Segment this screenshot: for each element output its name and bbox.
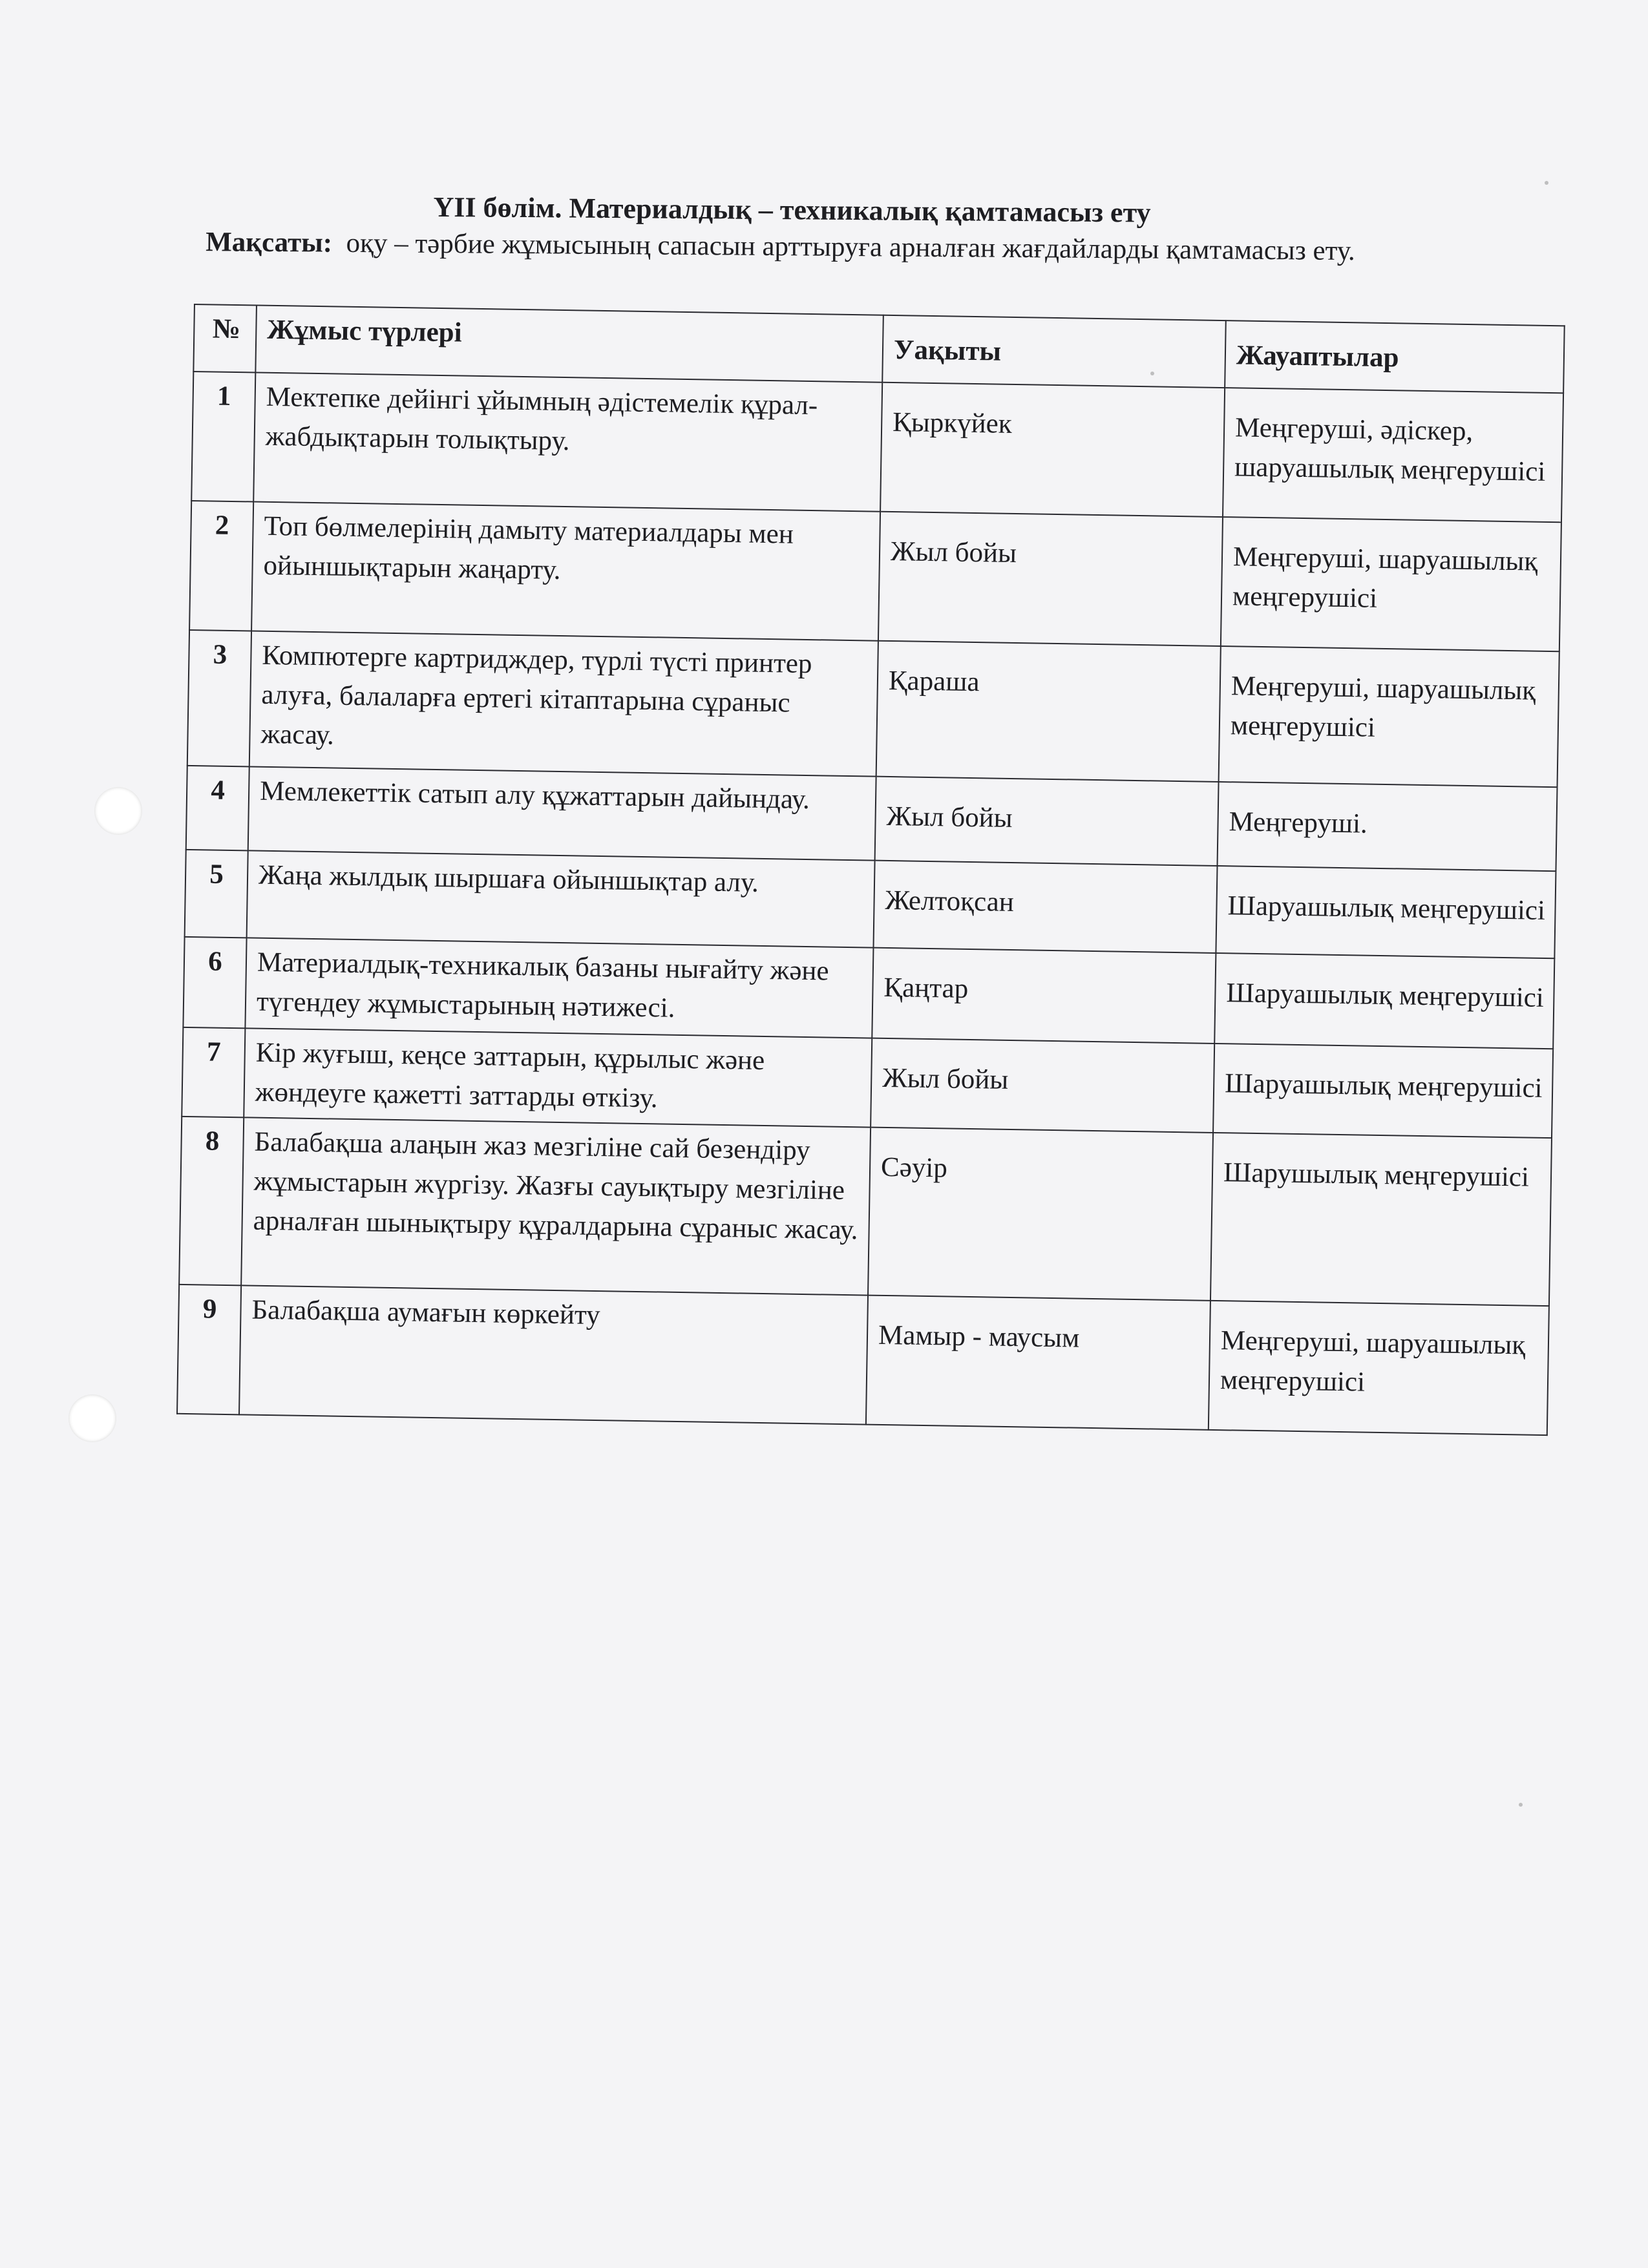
table-row (189, 501, 1561, 651)
section-title: YII бөлім. Материалдық – техникалық қамтамасыз ету (433, 191, 1151, 229)
goal-text: оқу – тәрбие жұмысының сапасын арттыруға арналған жағдайларды қамтамасыз ету. (346, 227, 1355, 267)
row-responsible: Меңгеруші, әдіскер, шаруашылық меңгерушісі (1223, 388, 1563, 522)
row-work: Балабақша алаңын жаз мезгіліне сай безендіру жұмыстарын жүргізу. Жазғы сауықтыру мезгіліне арналған шынықтыру құралдарына сұраныс жасау. (241, 1117, 871, 1295)
header-work: Жұмыс түрлері (255, 306, 883, 383)
row-num: 6 (183, 937, 246, 1028)
header-time: Уақыты (882, 315, 1226, 388)
row-num: 1 (191, 372, 255, 501)
row-num: 5 (185, 850, 248, 938)
row-time: Қараша (876, 641, 1221, 782)
row-responsible: Меңгеруші, шаруашылық меңгерушісі (1221, 517, 1561, 651)
table-row (191, 372, 1563, 522)
row-num: 4 (186, 766, 249, 850)
row-responsible: Меңгеруші, шаруашылық меңгерушісі (1219, 646, 1559, 787)
row-responsible: Шаруашылық меңгерушісі (1213, 1044, 1553, 1138)
row-time: Сәуір (868, 1128, 1213, 1301)
table-row (187, 630, 1559, 787)
row-time: Жыл бойы (875, 777, 1219, 866)
row-work: Балабақша аумағын көркейту (239, 1285, 868, 1424)
row-time: Жыл бойы (871, 1038, 1214, 1133)
row-time: Желтоқсан (873, 861, 1217, 953)
goal-line (206, 226, 1355, 267)
row-work: Мектепке дейінгі ұйымның әдістемелік құрал-жабдықтарын толықтыру. (253, 373, 882, 512)
row-responsible: Меңгеруші, шаруашылық меңгерушісі (1209, 1301, 1549, 1435)
table-row (177, 1285, 1549, 1435)
plan-table (176, 304, 1565, 1436)
row-responsible: Шаруашылық меңгерушісі (1216, 866, 1556, 958)
row-time: Мамыр - маусым (866, 1296, 1210, 1430)
plan-table-container (176, 304, 1564, 1436)
row-time: Жыл бойы (878, 512, 1223, 646)
row-work: Жаңа жылдық шыршаға ойыншықтар алу. (247, 850, 875, 947)
header-num: № (193, 304, 257, 372)
row-work: Кір жуғыш, кеңсе заттарын, құрылыс және жөндеуге қажетті заттарды өткізу. (244, 1028, 872, 1127)
row-num: 8 (179, 1117, 244, 1285)
row-work: Топ бөлмелерінің дамыту материалдары мен ойыншықтарын жаңарту. (251, 501, 880, 640)
punch-hole-top (94, 787, 142, 835)
punch-hole-bottom (69, 1394, 116, 1442)
row-time: Қаңтар (872, 948, 1216, 1044)
row-work: Материалдық-техникалық базаны нығайту және түгендеу жұмыстарының нәтижесі. (245, 938, 873, 1038)
row-responsible: Шарушылық меңгерушісі (1210, 1133, 1552, 1306)
row-num: 7 (182, 1027, 245, 1118)
row-num: 3 (187, 630, 251, 766)
row-work: Мемлекеттік сатып алу құжаттарын дайындау. (248, 766, 876, 860)
goal-label: Мақсаты: (206, 227, 333, 258)
header-responsible: Жауаптылар (1225, 320, 1565, 393)
row-responsible: Меңгеруші. (1218, 782, 1558, 871)
document-heading (0, 0, 1648, 322)
row-responsible: Шаруашылық меңгерушісі (1214, 953, 1554, 1049)
row-work: Компютерге картридждер, түрлі түсті принтер алуға, балаларға ертегі кітаптарына сұраныс жасау. (249, 631, 878, 776)
table-row (179, 1117, 1552, 1306)
scan-speck (1519, 1803, 1523, 1807)
row-num: 2 (189, 501, 253, 631)
row-time: Қыркүйек (880, 383, 1225, 517)
row-num: 9 (177, 1285, 241, 1414)
